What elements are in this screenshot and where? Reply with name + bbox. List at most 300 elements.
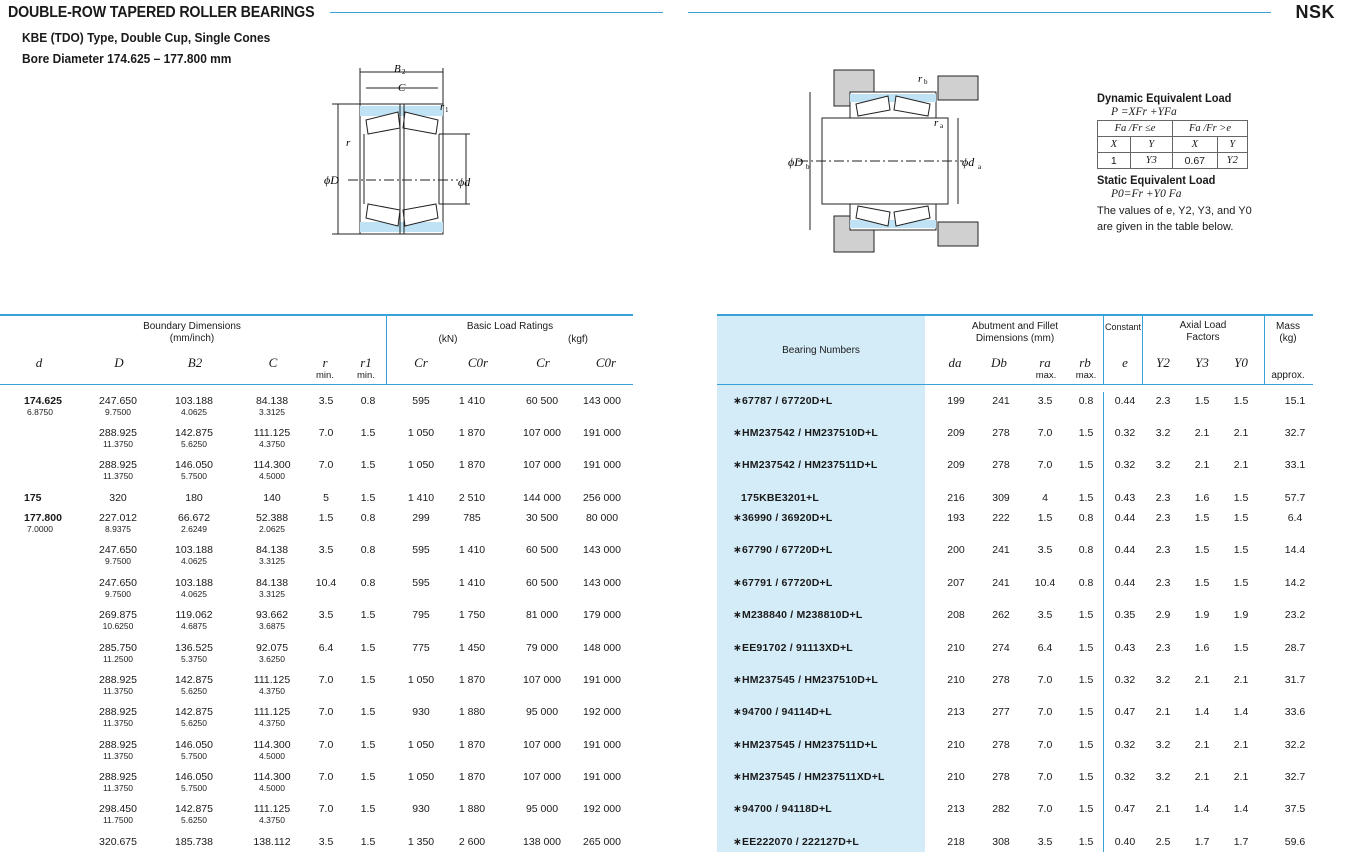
cell-d-in: 11.3750 <box>102 439 134 449</box>
label-housing-db-sub: b <box>806 163 810 171</box>
cell-e: 0.32 <box>1114 427 1136 439</box>
cell-r1: 0.8 <box>360 577 376 589</box>
cell-b2-in: 5.7500 <box>181 783 207 793</box>
abutment-head: Abutment and Fillet <box>971 321 1059 332</box>
cell-rb: 0.8 <box>1078 512 1094 524</box>
cell-cor-kgf: 191 000 <box>583 739 621 751</box>
cell-da: 199 <box>947 395 965 407</box>
cell-r: 7.0 <box>318 427 334 439</box>
cell-cor: 1 870 <box>458 459 486 471</box>
cell-da: 200 <box>947 544 965 556</box>
unit-kn: (kN) <box>438 334 458 345</box>
cell-cor: 1 880 <box>458 706 486 718</box>
cell-c: 92.075 <box>255 642 289 654</box>
cell-d-in: 11.7500 <box>102 815 134 825</box>
sym-cr-kgf: Cr <box>536 355 550 370</box>
col-head-gt: Fa /Fr >e <box>1173 121 1248 137</box>
cell-d: 285.750 <box>99 642 137 654</box>
cell-cr-kgf: 107 000 <box>523 459 561 471</box>
bearing-number: ∗67787 / 67720D+L <box>733 395 833 407</box>
cell-y3: 2.1 <box>1194 459 1210 471</box>
cell-d: 288.925 <box>99 739 137 751</box>
cell-b2: 185.738 <box>175 836 213 848</box>
cell-d-in: 9.7500 <box>105 589 131 599</box>
page-title: DOUBLE-ROW TAPERED ROLLER BEARINGS <box>8 4 315 21</box>
cell-cr: 595 <box>412 577 430 589</box>
cell-r1: 1.5 <box>360 706 376 718</box>
cell-b2-in: 4.0625 <box>181 589 207 599</box>
cell-r1: 1.5 <box>360 427 376 439</box>
sym-r1: r1 <box>360 355 372 370</box>
cell-b2-in: 5.6250 <box>181 815 207 825</box>
cell-e: 0.44 <box>1114 512 1136 524</box>
cell-d-in: 11.3750 <box>102 718 134 728</box>
static-load-title: Static Equivalent Load <box>1097 173 1216 187</box>
sym-b2: B2 <box>187 355 203 370</box>
cell-cor: 1 870 <box>458 739 486 751</box>
cell-mass: 31.7 <box>1284 674 1306 686</box>
cell-d: 288.925 <box>99 674 137 686</box>
cell-y3: 1.4 <box>1194 706 1210 718</box>
cell-b2: 146.050 <box>175 459 213 471</box>
cell-rb: 1.5 <box>1078 642 1094 654</box>
cell-cor-kgf: 191 000 <box>583 459 621 471</box>
cell-y3: 2.1 <box>1194 739 1210 751</box>
cell-da: 209 <box>947 427 965 439</box>
cell-r1: 1.5 <box>360 771 376 783</box>
sep-axial-r <box>1264 316 1265 384</box>
cell-r: 10.4 <box>315 577 337 589</box>
cell-mass: 32.2 <box>1284 739 1306 751</box>
mass-unit: (kg) <box>1279 333 1297 344</box>
label-c: C <box>398 82 406 94</box>
cell-da: 213 <box>947 803 965 815</box>
cell-cor: 2 510 <box>458 492 486 504</box>
cell-cor-kgf: 148 000 <box>583 642 621 654</box>
cell-y3: 1.5 <box>1194 512 1210 524</box>
cell-cor-kgf: 191 000 <box>583 427 621 439</box>
table-row <box>0 577 1349 607</box>
cell-d: 227.012 <box>99 512 137 524</box>
table-row <box>0 803 1349 833</box>
cell-d: 320 <box>109 492 127 504</box>
cell-b2: 146.050 <box>175 739 213 751</box>
label-r1: r <box>440 101 445 113</box>
cell-d: 247.650 <box>99 395 137 407</box>
table-row <box>0 395 1349 425</box>
cell-r: 3.5 <box>318 609 334 621</box>
cell-cor-kgf: 265 000 <box>583 836 621 848</box>
cell-c-in: 3.3125 <box>259 407 285 417</box>
cell-cor-kgf: 192 000 <box>583 706 621 718</box>
cell-rb: 0.8 <box>1078 577 1094 589</box>
bearing-number: ∗HM237545 / HM237510D+L <box>733 674 879 686</box>
cell-b2: 142.875 <box>175 706 213 718</box>
bearing-number: ∗HM237542 / HM237510D+L <box>733 427 879 439</box>
cell-y0: 2.1 <box>1233 739 1249 751</box>
cell-da: 210 <box>947 771 965 783</box>
bearing-number: ∗67790 / 67720D+L <box>733 544 833 556</box>
cell-c: 138.112 <box>253 836 291 848</box>
cell-c-in: 4.3750 <box>259 718 285 728</box>
cell-mass: 59.6 <box>1284 836 1306 848</box>
cell-mass: 15.1 <box>1284 395 1306 407</box>
sym-r: r <box>322 355 328 370</box>
cell-cor-kgf: 143 000 <box>583 544 621 556</box>
cell-y3: 1.5 <box>1194 577 1210 589</box>
cell-y2: 3.2 <box>1155 427 1171 439</box>
cell-d: 288.925 <box>99 706 137 718</box>
subtitle-bore: Bore Diameter 174.625 – 177.800 mm <box>22 51 232 66</box>
cell-db: 262 <box>992 609 1010 621</box>
label-rb-sub: b <box>924 78 928 86</box>
cell-c: 84.138 <box>255 395 289 407</box>
sym-c: C <box>268 355 278 370</box>
cell-d-in: 11.3750 <box>102 783 134 793</box>
cell-y3: 2.1 <box>1194 674 1210 686</box>
cell-cor: 1 870 <box>458 674 486 686</box>
cell-b2: 103.188 <box>175 577 213 589</box>
cell-b2: 146.050 <box>175 771 213 783</box>
mass-approx: approx. <box>1271 370 1305 381</box>
sym-cr-kn: Cr <box>414 355 428 370</box>
cell-c-in: 3.3125 <box>259 589 285 599</box>
cell-da: 216 <box>947 492 965 504</box>
cell-cr: 1 410 <box>407 492 435 504</box>
label-b2-sub: 2 <box>402 68 406 76</box>
cell-r: 3.5 <box>318 836 334 848</box>
cell-c-in: 4.5000 <box>259 751 285 761</box>
cell-y0: 1.5 <box>1233 577 1249 589</box>
cell-ra: 3.5 <box>1037 544 1053 556</box>
cell-mass: 14.4 <box>1284 544 1306 556</box>
val-x1: 1 <box>1098 153 1131 169</box>
cell-ra: 1.5 <box>1037 512 1053 524</box>
label-ra: r <box>934 117 939 129</box>
bearing-number: ∗HM237545 / HM237511XD+L <box>733 771 885 783</box>
title-rule-right <box>688 12 1271 13</box>
cell-e: 0.40 <box>1114 836 1136 848</box>
max-rb: max. <box>1075 370 1097 381</box>
val-x2: 0.67 <box>1173 153 1218 169</box>
cell-d-in: 9.7500 <box>105 407 131 417</box>
table-row <box>0 642 1349 672</box>
sym-cor-kn: C0r <box>467 355 489 370</box>
cell-mass: 28.7 <box>1284 642 1306 654</box>
cell-ra: 7.0 <box>1037 706 1053 718</box>
cell-rb: 1.5 <box>1078 609 1094 621</box>
cell-db: 241 <box>992 544 1010 556</box>
bearing-section-diagram <box>318 60 493 260</box>
cell-rb: 1.5 <box>1078 427 1094 439</box>
cell-mass: 23.2 <box>1284 609 1306 621</box>
cell-y0: 1.5 <box>1233 512 1249 524</box>
cell-c-in: 3.6250 <box>259 654 285 664</box>
cell-db: 241 <box>992 577 1010 589</box>
table-row <box>0 771 1349 801</box>
cell-c-in: 4.5000 <box>259 783 285 793</box>
cell-b2-in: 5.7500 <box>181 751 207 761</box>
cell-c-in: 4.3750 <box>259 439 285 449</box>
cell-d: 174.625 <box>24 395 62 407</box>
cell-cr: 1 050 <box>407 739 435 751</box>
cell-y0: 2.1 <box>1233 459 1249 471</box>
cell-c-in: 4.3750 <box>259 815 285 825</box>
cell-b2-in: 2.6249 <box>181 524 207 534</box>
cell-c: 114.300 <box>253 771 291 783</box>
cell-da: 208 <box>947 609 965 621</box>
cell-b2-in: 5.6250 <box>181 718 207 728</box>
cell-cr-kgf: 60 500 <box>525 577 559 589</box>
cell-y2: 2.3 <box>1155 544 1171 556</box>
sep-boundary <box>386 316 387 384</box>
cell-d: 288.925 <box>99 771 137 783</box>
sym-y0: Y0 <box>1234 355 1248 370</box>
cell-b2-in: 4.0625 <box>181 556 207 566</box>
cell-b2: 119.062 <box>175 609 213 621</box>
cell-mass: 14.2 <box>1284 577 1306 589</box>
boundary-dimensions-head: Boundary Dimensions <box>143 321 241 332</box>
table-row <box>0 674 1349 704</box>
cell-rb: 1.5 <box>1078 492 1094 504</box>
basic-load-ratings-head: Basic Load Ratings <box>466 321 554 332</box>
label-bore-d: ϕd <box>458 175 471 189</box>
axial-load-head-2: Factors <box>1186 332 1220 343</box>
cell-ra: 7.0 <box>1037 427 1053 439</box>
cell-b2: 142.875 <box>175 803 213 815</box>
cell-cr-kgf: 107 000 <box>523 427 561 439</box>
cell-y0: 1.5 <box>1233 492 1249 504</box>
cell-cor: 1 410 <box>458 395 486 407</box>
dynamic-load-formula: P =XFr +YFa <box>1111 106 1177 118</box>
table-row <box>0 836 1349 866</box>
cell-rb: 1.5 <box>1078 674 1094 686</box>
cell-rb: 0.8 <box>1078 544 1094 556</box>
table-row <box>0 706 1349 736</box>
cell-ra: 7.0 <box>1037 739 1053 751</box>
table-row <box>0 512 1349 542</box>
cell-rb: 1.5 <box>1078 706 1094 718</box>
cell-mass: 33.6 <box>1284 706 1306 718</box>
label-shaft-da-sub: a <box>978 163 982 171</box>
cell-r1: 0.8 <box>360 395 376 407</box>
cell-mass: 57.7 <box>1284 492 1306 504</box>
static-load-formula: P0=Fr +Y0 Fa <box>1111 188 1182 200</box>
cell-r1: 1.5 <box>360 739 376 751</box>
cell-y2: 2.3 <box>1155 577 1171 589</box>
bearing-number: ∗36990 / 36920D+L <box>733 512 833 524</box>
cell-cr-kgf: 107 000 <box>523 739 561 751</box>
cell-b2: 136.525 <box>175 642 213 654</box>
cell-b2: 103.188 <box>175 395 213 407</box>
subtitle-type: KBE (TDO) Type, Double Cup, Single Cones <box>22 30 271 45</box>
cell-e: 0.32 <box>1114 739 1136 751</box>
cell-d: 298.450 <box>99 803 137 815</box>
cell-e: 0.32 <box>1114 459 1136 471</box>
cell-cr: 1 050 <box>407 674 435 686</box>
cell-e: 0.47 <box>1114 803 1136 815</box>
sym-db: Db <box>991 355 1007 370</box>
cell-cr-kgf: 60 500 <box>525 544 559 556</box>
cell-d-in: 7.0000 <box>27 524 53 534</box>
title-rule-left <box>330 12 663 13</box>
max-ra: max. <box>1035 370 1057 381</box>
cell-cr: 930 <box>412 706 430 718</box>
cell-y3: 2.1 <box>1194 771 1210 783</box>
cell-rb: 1.5 <box>1078 771 1094 783</box>
cell-b2: 66.672 <box>177 512 211 524</box>
load-factor-table <box>1097 120 1248 169</box>
cell-cr-kgf: 95 000 <box>525 706 559 718</box>
cell-cr: 1 350 <box>407 836 435 848</box>
cell-y0: 1.5 <box>1233 395 1249 407</box>
label-shaft-da: ϕd <box>962 155 975 169</box>
cell-y3: 1.5 <box>1194 544 1210 556</box>
cell-y0: 1.4 <box>1233 803 1249 815</box>
cell-c: 84.138 <box>255 544 289 556</box>
cell-db: 278 <box>992 771 1010 783</box>
cell-r: 3.5 <box>318 395 334 407</box>
cell-r: 6.4 <box>318 642 334 654</box>
cell-r: 7.0 <box>318 803 334 815</box>
note-line-2: are given in the table below. <box>1097 221 1234 233</box>
cell-y0: 1.5 <box>1233 544 1249 556</box>
cell-c: 140 <box>263 492 281 504</box>
cell-d: 247.650 <box>99 544 137 556</box>
cell-cor: 1 410 <box>458 577 486 589</box>
sym-big-d: D <box>114 355 124 370</box>
cell-cr-kgf: 60 500 <box>525 395 559 407</box>
cell-d-in: 11.2500 <box>102 654 134 664</box>
mounting-diagram <box>788 66 988 256</box>
unit-kgf: (kgf) <box>568 334 588 345</box>
cell-r1: 1.5 <box>360 492 376 504</box>
cell-d: 269.875 <box>99 609 137 621</box>
cell-ra: 7.0 <box>1037 771 1053 783</box>
cell-cr: 930 <box>412 803 430 815</box>
cell-da: 210 <box>947 739 965 751</box>
cell-b2-in: 5.6250 <box>181 439 207 449</box>
min-r1: min. <box>357 370 375 381</box>
cell-c: 111.125 <box>253 803 291 815</box>
cell-ra: 6.4 <box>1037 642 1053 654</box>
table-row <box>0 544 1349 574</box>
cell-y3: 1.7 <box>1194 836 1210 848</box>
constant-head: Constant <box>1104 322 1142 332</box>
cell-b2-in: 4.0625 <box>181 407 207 417</box>
cell-ra: 4 <box>1042 492 1048 504</box>
cell-y2: 3.2 <box>1155 771 1171 783</box>
cell-cor-kgf: 80 000 <box>585 512 619 524</box>
cell-r: 1.5 <box>318 512 334 524</box>
cell-y2: 3.2 <box>1155 739 1171 751</box>
note-line-1: The values of e, Y2, Y3, and Y0 <box>1097 205 1252 217</box>
cell-y0: 1.9 <box>1233 609 1249 621</box>
sym-d: d <box>35 355 43 370</box>
cell-y0: 2.1 <box>1233 771 1249 783</box>
cell-r1: 1.5 <box>360 803 376 815</box>
cell-cor-kgf: 179 000 <box>583 609 621 621</box>
cell-rb: 1.5 <box>1078 803 1094 815</box>
sym-e: e <box>1122 355 1128 370</box>
cell-y0: 1.5 <box>1233 642 1249 654</box>
cell-y3: 1.9 <box>1194 609 1210 621</box>
bearing-number: ∗EE91702 / 91113XD+L <box>733 642 853 654</box>
cell-db: 278 <box>992 739 1010 751</box>
cell-y3: 1.6 <box>1194 492 1210 504</box>
cell-cor-kgf: 143 000 <box>583 395 621 407</box>
cell-d-in: 10.6250 <box>102 621 134 631</box>
cell-mass: 37.5 <box>1284 803 1306 815</box>
cell-y2: 2.3 <box>1155 512 1171 524</box>
cell-db: 278 <box>992 674 1010 686</box>
cell-mass: 6.4 <box>1287 512 1303 524</box>
bearing-number: ∗HM237545 / HM237511D+L <box>733 739 878 751</box>
cell-ra: 7.0 <box>1037 674 1053 686</box>
cell-ra: 3.5 <box>1037 609 1053 621</box>
cell-y2: 2.5 <box>1155 836 1171 848</box>
cell-cor: 2 600 <box>458 836 486 848</box>
cell-cor: 1 880 <box>458 803 486 815</box>
cell-da: 210 <box>947 642 965 654</box>
cell-r1: 1.5 <box>360 459 376 471</box>
cell-cr: 595 <box>412 395 430 407</box>
cell-db: 222 <box>992 512 1010 524</box>
cell-y3: 1.4 <box>1194 803 1210 815</box>
cell-r1: 0.8 <box>360 512 376 524</box>
cell-c: 111.125 <box>253 427 291 439</box>
cell-e: 0.35 <box>1114 609 1136 621</box>
cell-y2: 2.3 <box>1155 395 1171 407</box>
equivalent-load-panel <box>1097 91 1327 236</box>
cell-d-in: 6.8750 <box>27 407 53 417</box>
cell-b2-in: 5.6250 <box>181 686 207 696</box>
cell-ra: 3.5 <box>1037 836 1053 848</box>
cell-y0: 2.1 <box>1233 427 1249 439</box>
cell-r: 7.0 <box>318 706 334 718</box>
dynamic-load-title: Dynamic Equivalent Load <box>1097 91 1232 105</box>
bearing-number: ∗HM237542 / HM237511D+L <box>733 459 878 471</box>
cell-cr-kgf: 95 000 <box>525 803 559 815</box>
cell-c-in: 4.5000 <box>259 471 285 481</box>
cell-ra: 7.0 <box>1037 459 1053 471</box>
cell-e: 0.47 <box>1114 706 1136 718</box>
cell-b2: 142.875 <box>175 674 213 686</box>
cell-da: 218 <box>947 836 965 848</box>
cell-b2: 180 <box>185 492 203 504</box>
cell-da: 193 <box>947 512 965 524</box>
cell-cor-kgf: 192 000 <box>583 803 621 815</box>
cell-d-in: 8.9375 <box>105 524 131 534</box>
cell-cr-kgf: 79 000 <box>525 642 559 654</box>
cell-y0: 1.7 <box>1233 836 1249 848</box>
cell-d: 320.675 <box>99 836 137 848</box>
cell-cr: 1 050 <box>407 771 435 783</box>
cell-db: 277 <box>992 706 1010 718</box>
cell-d-in: 11.3750 <box>102 686 134 696</box>
min-r: min. <box>316 370 334 381</box>
cell-db: 308 <box>992 836 1010 848</box>
table-row <box>0 739 1349 769</box>
cell-cor: 785 <box>463 512 481 524</box>
head-y1: Y <box>1130 137 1172 153</box>
cell-da: 210 <box>947 674 965 686</box>
cell-e: 0.44 <box>1114 544 1136 556</box>
cell-r: 5 <box>323 492 329 504</box>
cell-r: 7.0 <box>318 771 334 783</box>
cell-y2: 2.1 <box>1155 706 1171 718</box>
cell-c: 111.125 <box>253 706 291 718</box>
